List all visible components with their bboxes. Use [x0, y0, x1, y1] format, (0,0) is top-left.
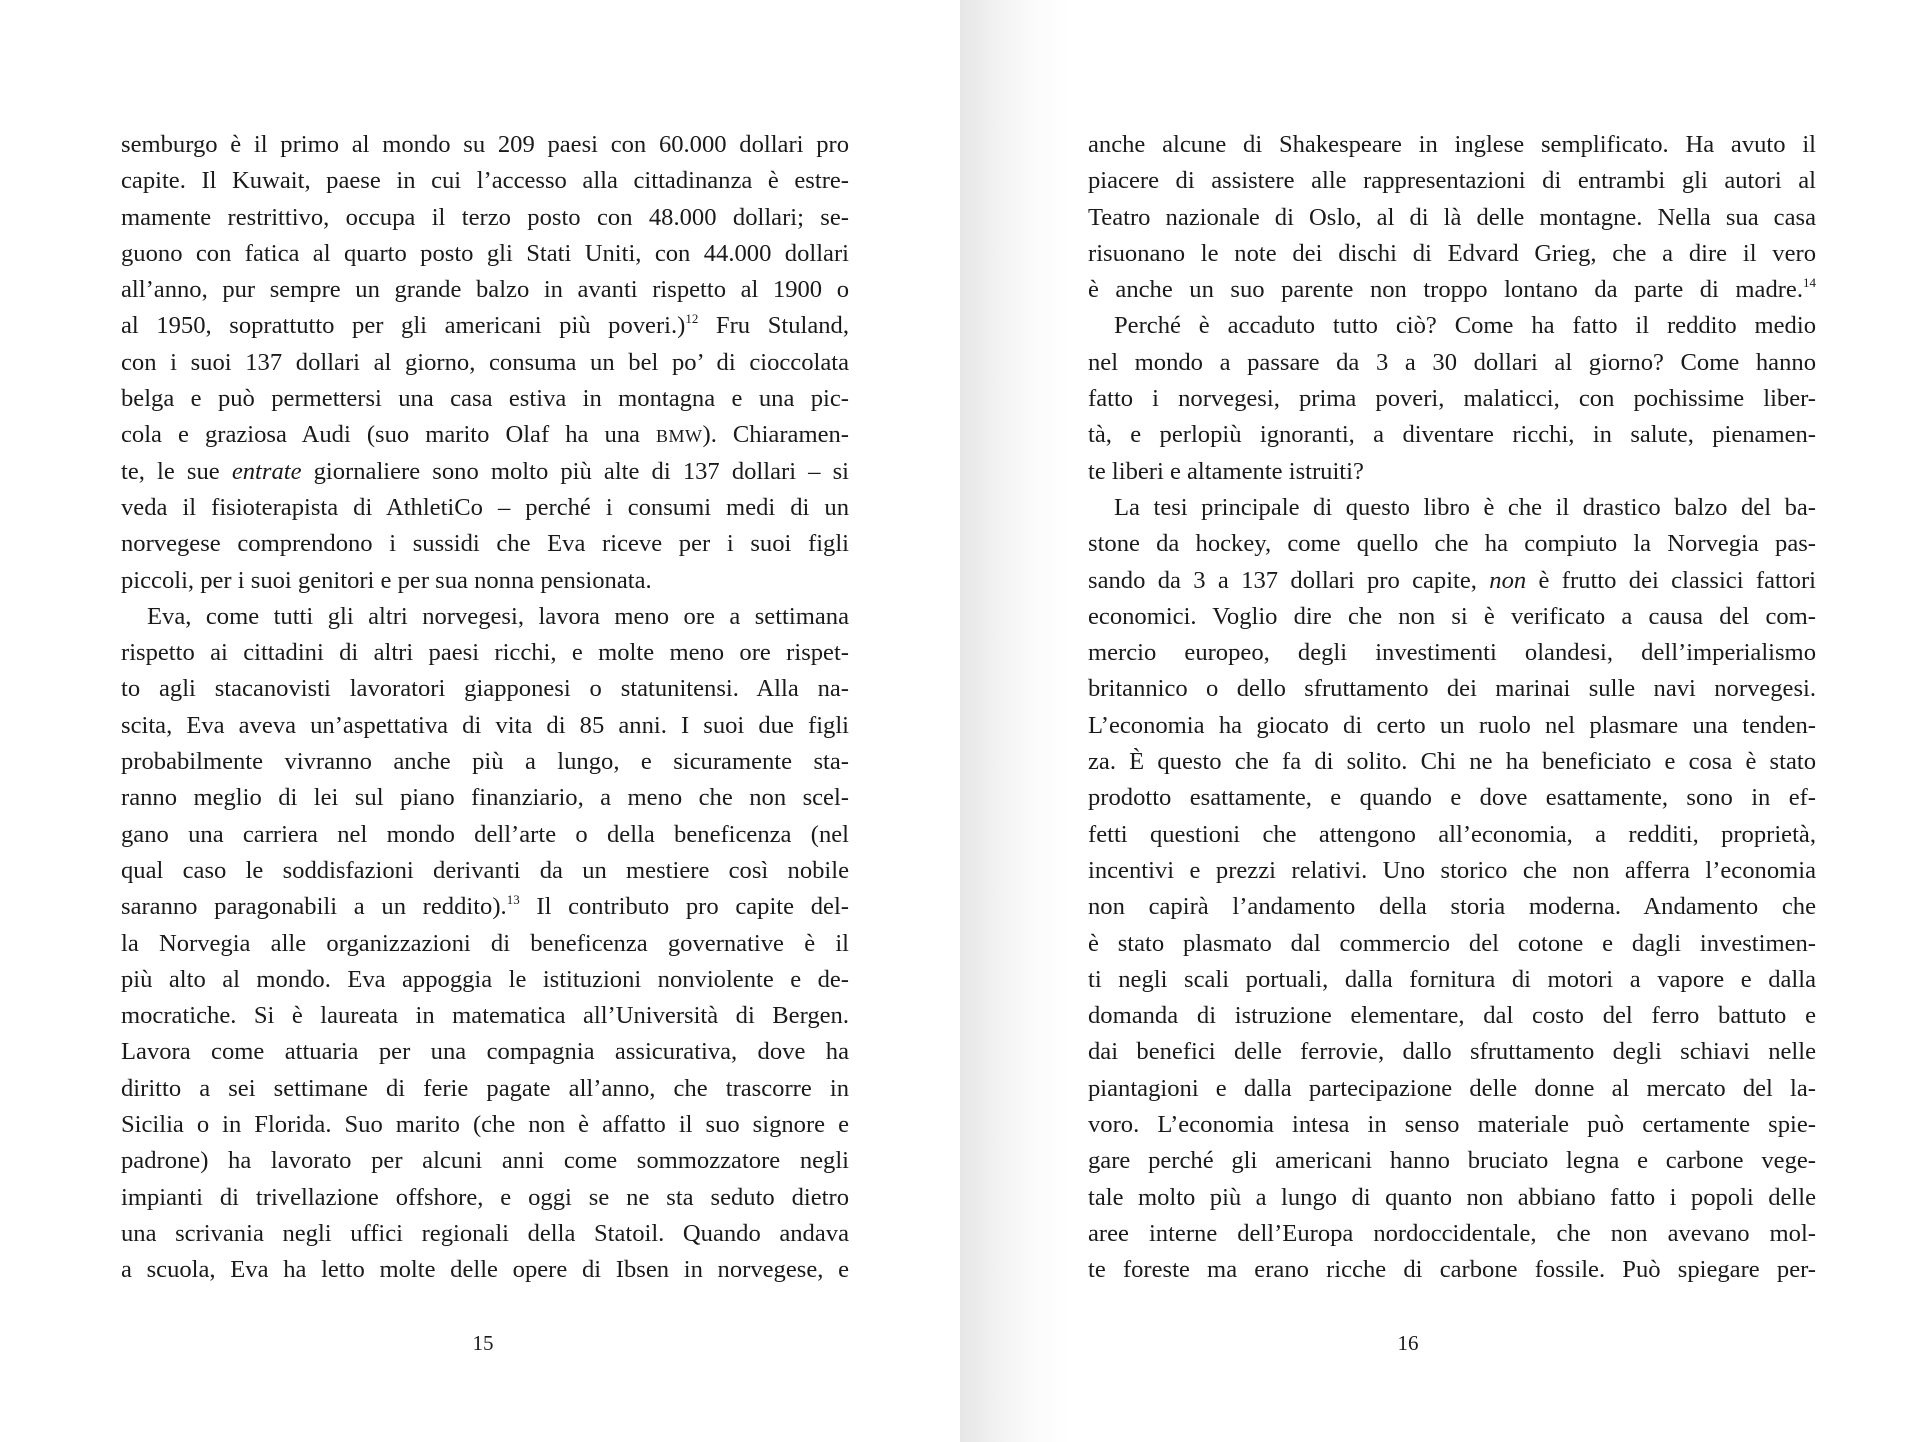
- text-line: mamente restrittivo, occupa il terzo posto con 48.000 dollari; se-: [121, 203, 849, 231]
- text-line: La tesi principale di questo libro è che il drastico balzo del ba-: [1114, 493, 1816, 521]
- text-line: prodotto esattamente, e quando e dove esattamente, sono in ef-: [1088, 784, 1816, 812]
- text-line: incentivi e prezzi relativi. Uno storico che non afferra l’economia: [1088, 856, 1816, 884]
- text-line: è stato plasmato dal commercio del cotone e dagli investimen-: [1088, 929, 1816, 957]
- text-line: rispetto ai cittadini di altri paesi ricchi, e molte meno ore rispet-: [121, 639, 849, 667]
- text-line: fatto i norvegesi, prima poveri, malaticci, con pochissime liber-: [1088, 385, 1816, 413]
- text-line: non capirà l’andamento della storia moderna. Andamento che: [1088, 893, 1816, 921]
- text-line: Lavora come attuaria per una compagnia assicurativa, dove ha: [121, 1038, 849, 1066]
- text-line: to agli stacanovisti lavoratori giapponesi o statunitensi. Alla na-: [121, 675, 849, 703]
- text-line: all’anno, pur sempre un grande balzo in avanti rispetto al 1900 o: [121, 276, 849, 304]
- text-line: cola e graziosa Audi (suo marito Olaf ha una BMW). Chiaramen-: [121, 421, 849, 449]
- left-page-number: 15: [472, 1331, 494, 1355]
- left-page-body-text: [121, 127, 849, 1289]
- text-line: capite. Il Kuwait, paese in cui l’accesso alla cittadinanza è estre-: [121, 167, 849, 195]
- text-line: più alto al mondo. Eva appoggia le istituzioni nonviolente e de-: [121, 965, 849, 993]
- text-line: Eva, come tutti gli altri norvegesi, lavora meno ore a settimana: [147, 602, 849, 630]
- text-line: padrone) ha lavorato per alcuni anni come sommozzatore negli: [121, 1147, 849, 1175]
- text-line: economici. Voglio dire che non si è verificato a causa del com-: [1088, 602, 1816, 630]
- text-line: impianti di trivellazione offshore, e oggi se ne sta seduto dietro: [121, 1183, 849, 1211]
- text-line: belga e può permettersi una casa estiva in montagna e una pic-: [121, 385, 849, 413]
- text-line: te foreste ma erano ricche di carbone fossile. Può spiegare per-: [1088, 1256, 1816, 1284]
- text-line: una scrivania negli uffici regionali della Statoil. Quando andava: [121, 1219, 849, 1247]
- text-line: è anche un suo parente non troppo lontano da parte di madre.$^{14}$: [1088, 275, 1816, 304]
- text-line: probabilmente vivranno anche più a lungo, e sicuramente sta-: [121, 748, 849, 776]
- right-page-body-text: [1088, 127, 1816, 1289]
- text-line: piantagioni e dalla partecipazione delle donne al mercato del la-: [1088, 1074, 1816, 1102]
- footnote-reference: 14: [1803, 275, 1816, 291]
- text-line: Perché è accaduto tutto ciò? Come ha fatto il reddito medio: [1114, 312, 1816, 340]
- text-line: tale molto più a lungo di quanto non abbiano fatto i popoli delle: [1088, 1183, 1816, 1211]
- text-line: te, le sue entrate giornaliere sono molto più alte di 137 dollari – si: [121, 457, 849, 485]
- text-line: Teatro nazionale di Oslo, al di là delle montagne. Nella sua casa: [1088, 203, 1816, 231]
- text-line: L’economia ha giocato di certo un ruolo nel plasmare una tenden-: [1088, 711, 1816, 739]
- text-line: voro. L’economia intesa in senso materiale può certamente spie-: [1088, 1111, 1816, 1139]
- text-line: domanda di istruzione elementare, dal costo del ferro battuto e: [1088, 1002, 1816, 1030]
- text-line: Sicilia o in Florida. Suo marito (che non è affatto il suo signore e: [121, 1111, 849, 1139]
- text-line: scita, Eva aveva un’aspettativa di vita di 85 anni. I suoi due figli: [121, 711, 849, 739]
- right-page-number: 16: [1397, 1331, 1419, 1355]
- text-line: piccoli, per i suoi genitori e per sua nonna pensionata.: [121, 566, 652, 594]
- footnote-reference: 13: [506, 892, 520, 908]
- text-line: fetti questioni che attengono all’economia, a redditi, proprietà,: [1088, 820, 1816, 848]
- text-line: aree interne dell’Europa nordoccidentale, che non avevano mol-: [1088, 1219, 1816, 1247]
- text-line: za. È questo che fa di solito. Chi ne ha beneficiato e cosa è stato: [1088, 748, 1816, 776]
- text-line: veda il fisioterapista di AthletiCo – perché i consumi medi di un: [121, 493, 849, 521]
- text-line: saranno paragonabili a un reddito).$^{13}$ Il contributo pro capite del-: [121, 892, 849, 921]
- text-line: al 1950, soprattutto per gli americani più poveri.)$^{12}$ Fru Stuland,: [121, 311, 849, 340]
- text-line: gare perché gli americani hanno bruciato legna e carbone vege-: [1088, 1147, 1816, 1175]
- right-page: [960, 0, 1920, 1442]
- text-line: anche alcune di Shakespeare in inglese semplificato. Ha avuto il: [1088, 131, 1816, 158]
- text-line: mocratiche. Si è laureata in matematica all’Università di Bergen.: [121, 1002, 849, 1030]
- text-line: te liberi e altamente istruiti?: [1088, 457, 1364, 485]
- text-line: dai benefici delle ferrovie, dallo sfruttamento degli schiavi nelle: [1088, 1038, 1816, 1066]
- text-line: norvegese comprendono i sussidi che Eva riceve per i suoi figli: [121, 530, 849, 558]
- text-line: diritto a sei settimane di ferie pagate all’anno, che trascorre in: [121, 1074, 849, 1102]
- text-line: sando da 3 a 137 dollari pro capite, non è frutto dei classici fattori: [1088, 566, 1816, 594]
- footnote-reference: 12: [685, 311, 699, 327]
- text-line: nel mondo a passare da 3 a 30 dollari al giorno? Come hanno: [1088, 348, 1816, 376]
- text-line: tà, e perlopiù ignoranti, a diventare ricchi, in salute, pienamen-: [1088, 421, 1816, 449]
- text-line: semburgo è il primo al mondo su 209 paesi con 60.000 dollari pro: [121, 131, 849, 158]
- text-line: mercio europeo, degli investimenti olandesi, dell’imperialismo: [1088, 639, 1816, 667]
- text-line: britannico o dello sfruttamento dei marinai sulle navi norvegesi.: [1088, 675, 1816, 703]
- text-line: con i suoi 137 dollari al giorno, consuma un bel po’ di cioccolata: [121, 348, 849, 376]
- text-line: qual caso le soddisfazioni derivanti da un mestiere così nobile: [121, 856, 849, 884]
- text-line: ti negli scali portuali, dalla fornitura di motori a vapore e dalla: [1088, 965, 1816, 993]
- text-line: guono con fatica al quarto posto gli Stati Uniti, con 44.000 dollari: [121, 239, 849, 267]
- text-line: la Norvegia alle organizzazioni di beneficenza governative è il: [121, 929, 849, 957]
- text-line: stone da hockey, come quello che ha compiuto la Norvegia pas-: [1088, 530, 1816, 558]
- text-line: risuonano le note dei dischi di Edvard Grieg, che a dire il vero: [1088, 239, 1816, 267]
- text-line: gano una carriera nel mondo dell’arte o della beneficenza (nel: [121, 820, 849, 848]
- text-line: piacere di assistere alle rappresentazioni di entrambi gli autori al: [1088, 167, 1816, 195]
- text-line: ranno meglio di lei sul piano finanziario, a meno che non scel-: [121, 784, 849, 812]
- text-line: a scuola, Eva ha letto molte delle opere di Ibsen in norvegese, e: [121, 1256, 849, 1284]
